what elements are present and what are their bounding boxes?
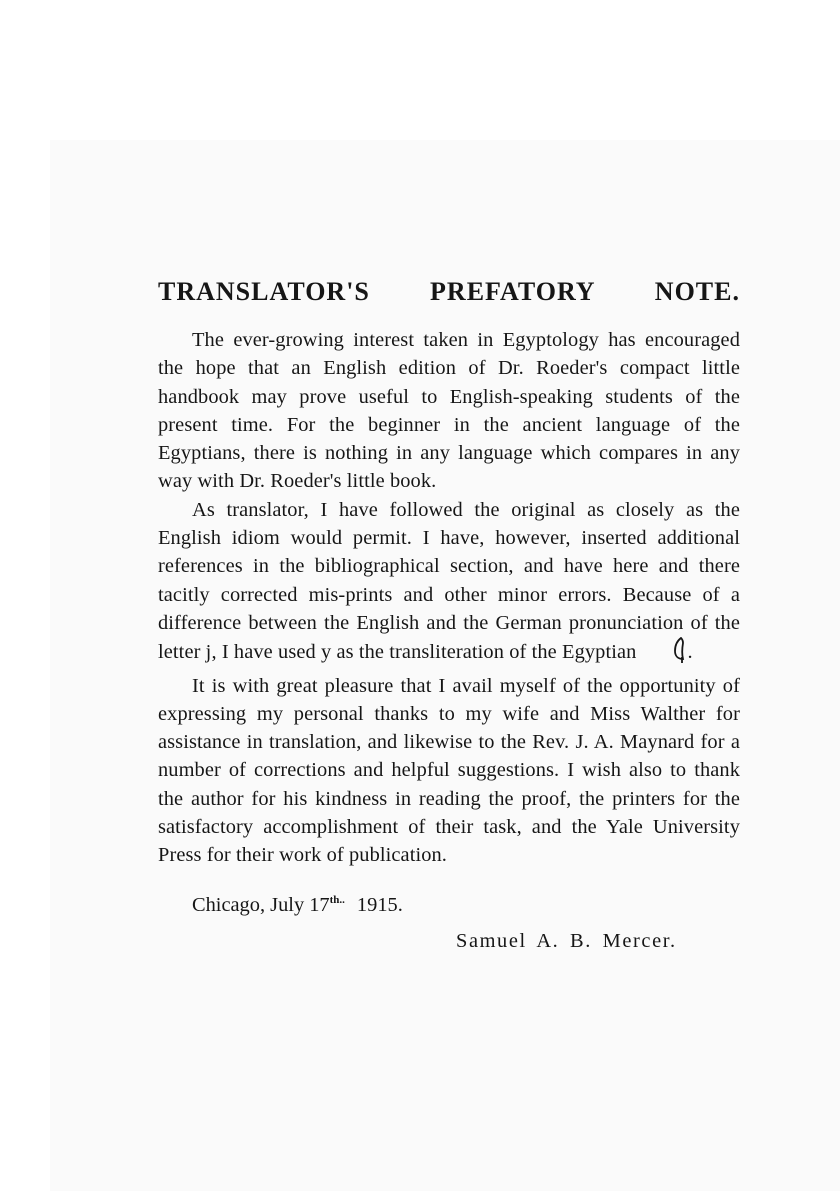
paragraph-2-text: As translator, I have followed the original as closely as the English idiom would permit. I have, however, inserted additional references in the bibliographical section, and have here and there tacitly corrected mis-prints and other minor errors. Because of a difference between the English and the German pronunciation of the letter j, I have used y as the transliteration of the Egyptian <box>158 498 740 664</box>
dateline <box>192 886 740 919</box>
note-body <box>158 326 740 870</box>
reed-leaf-hieroglyph-icon <box>640 637 686 671</box>
prefatory-note <box>158 276 740 955</box>
page-title: TRANSLATOR'S PREFATORY NOTE. <box>158 277 740 306</box>
dateline-year: 1915. <box>356 893 403 916</box>
dateline-place-date: Chicago, July 17 <box>192 893 330 916</box>
signature: Samuel A. B. Mercer. <box>456 929 677 952</box>
paragraph-3: It is with great pleasure that I avail myself of the opportunity of expressing my personal thanks to my wife and Miss Walther for assistance in translation, and likewise to the Rev. J. A. Maynard for a number of corrections and helpful suggestions. I wish also to thank the author for his kindness in reading the proof, the printers for the satisfactory accomplishment of their task, and the Yale University Press for their work of publication. <box>158 674 740 867</box>
dateline-ordinal: th.. <box>329 893 345 906</box>
paragraph-2-end: . <box>687 641 693 664</box>
paragraph-2 <box>158 496 740 672</box>
paragraph-1: The ever-growing interest taken in Egyptology has encouraged the hope that an English edition of Dr. Roeder's compact little handbook may prove useful to English-speaking students of the present time. For the beginner in the ancient language of the Egyptians, there is nothing in any language which compares in any way with Dr. Roeder's little book. <box>158 329 740 493</box>
